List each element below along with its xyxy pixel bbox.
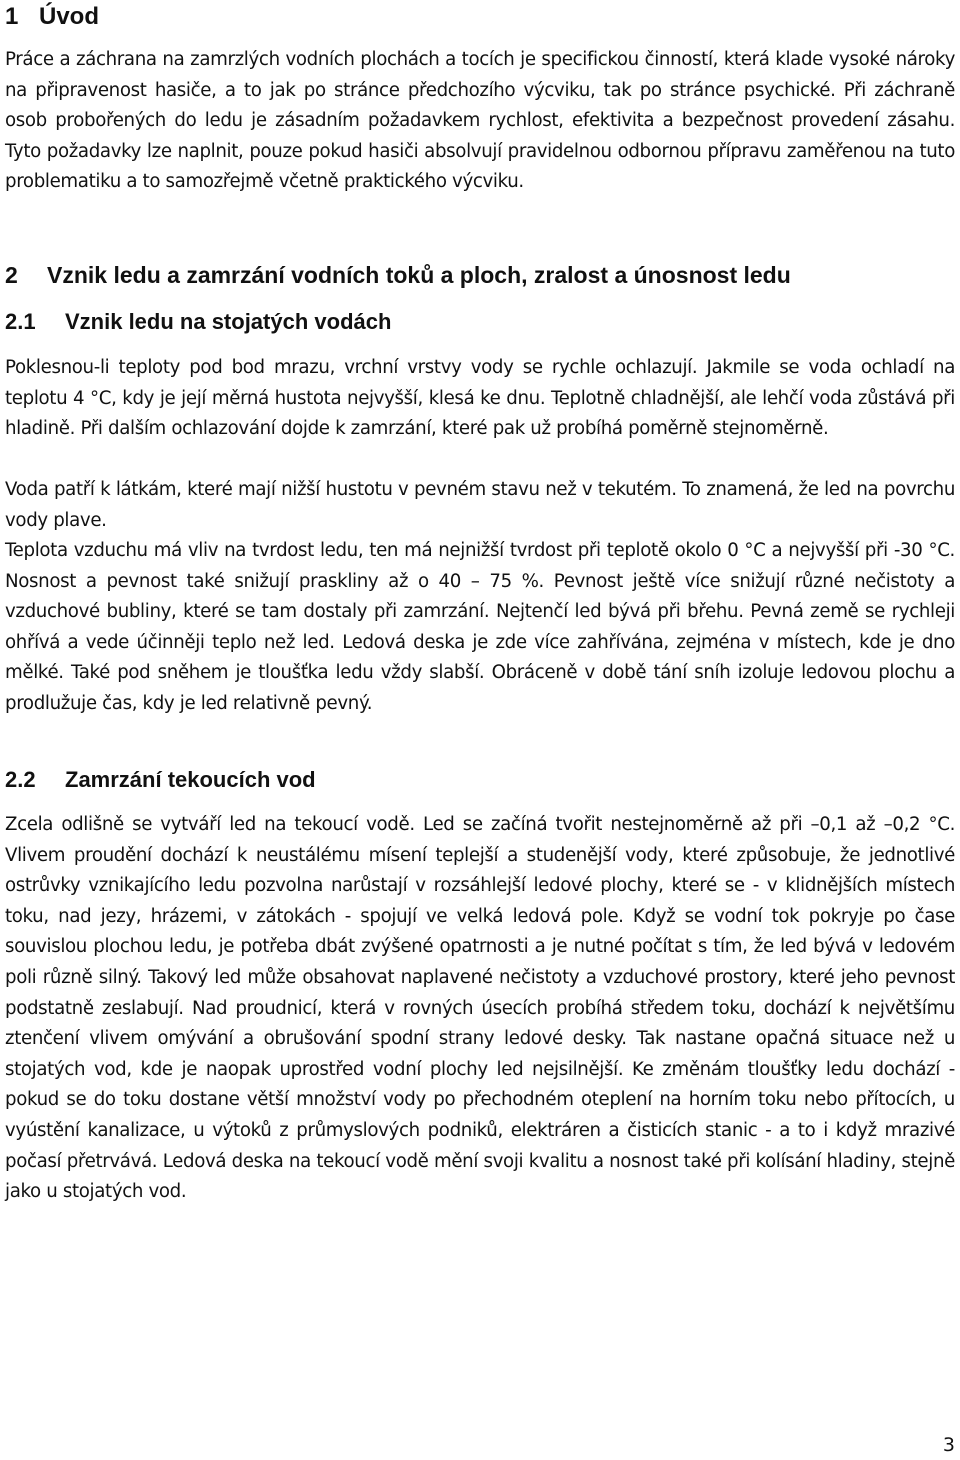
heading-title: Úvod	[39, 3, 99, 30]
heading-vznik-ledu	[5, 261, 791, 289]
paragraph-uvod: Práce a záchrana na zamrzlých vodních plochách a tocích je specifickou činností, která klade vysoké nároky na připravenost hasiče, a to jak po stránce předchozího výcviku, tak po stránce psychické. Při záchraně osob probořených do ledu je zásadním požadavkem rychlost, efektivita a bezpečnost provedení zásahu. Tyto požadavky lze naplnit, pouze pokud hasiči absolvují pravidelnou odbornou přípravu zaměřenou na tuto problematiku a to samozřejmě včetně praktického výcviku.	[5, 49, 955, 193]
paragraph-stojate-3: Teplota vzduchu má vliv na tvrdost ledu, ten má nejnižší tvrdost při teplotě okolo 0 °C a nejvyšší při -30 °C. Nosnost a pevnost také snižují praskliny až o 40 – 75 %. Pevnost ještě více snižují různé nečistoty a vzduchové bubliny, které se tam dostaly při zamrzání. Nejtenčí led bývá při břehu. Pevná země se rychleji ohřívá a vede účinněji teplo než led. Ledová deska je zde více zahřívána, zejména v místech, kde je dno mělké. Také pod sněhem je tloušťka ledu vždy slabší. Obráceně v době tání sníh izoluje ledovou plochu a prodlužuje čas, kdy je led relativně pevný.	[5, 540, 955, 714]
paragraph-tekouci: Zcela odlišně se vytváří led na tekoucí vodě. Led se začíná tvořit nestejnoměrně až při –0,1 až –0,2 °C. Vlivem proudění dochází k neustálému mísení teplejší a studenější vody, které způsobuje, že jednotlivé ostrůvky vznikajícího ledu pozvolna narůstají v rozsáhlejší ledové plochy, které se - v klidnějších místech toku, nad jezy, hrázemi, v zátokách - spojují ve velká ledová pole. Když se vodní tok pokryje po čase souvislou plochou ledu, je potřeba dbát zvýšené opatrnosti a je nutné počítat s tím, že led bývá v ledovém poli různě silný. Takový led může obsahovat naplavené nečistoty a vzduchové prostory, které jeho pevnost podstatně zeslabují. Nad proudnicí, která v rovných úsecích probíhá středem toku, dochází k největšímu ztenčení vlivem omývání a obrušování spodní strany ledové desky. Tak nastane opačná situace než u stojatých vod, kde je naopak uprostřed vodní plochy led nejsilnější. Ke změnám tloušťky ledu dochází - pokud se do toku dostane větší množství vody po přechodném oteplení na horním toku nebo přítocích, u vyústění kanalizace, u výtoků z průmyslových podniků, elektráren a čisticích stanic - a to i když mrazivé počasí přetrvává. Ledová deska na tekoucí vodě mění svoji kvalitu a nosnost také při kolísání hladiny, stejně jako u stojatých vod.	[5, 814, 955, 1203]
heading-title: Vznik ledu a zamrzání vodních toků a ploch, zralost a únosnost ledu	[47, 262, 791, 288]
heading-stojate-vody	[5, 308, 391, 336]
heading-tekouci-vody	[5, 766, 316, 794]
page-number: 3	[942, 1434, 955, 1456]
paragraph-stojate-2: Voda patří k látkám, které mají nižší hustotu v pevném stavu než v tekutém. To znamená, že led na povrchu vody plave.	[5, 479, 955, 531]
paragraph-stojate-1: Poklesnou-li teploty pod bod mrazu, vrchní vrstvy vody se rychle ochlazují. Jakmile se voda ochladí na teplotu 4 °C, kdy je její měrná hustota nejvyšší, klesá ke dnu. Teplotně chladnější, ale lehčí voda zůstává při hladině. Při dalším ochlazování dojde k zamrzání, které pak už probíhá poměrně stejnoměrně.	[5, 357, 955, 440]
heading-number: 2.2	[5, 767, 36, 792]
heading-number: 1	[5, 3, 19, 30]
heading-uvod	[5, 2, 99, 32]
heading-title: Zamrzání tekoucích vod	[65, 767, 316, 792]
heading-number: 2	[5, 262, 18, 288]
heading-title: Vznik ledu na stojatých vodách	[65, 309, 392, 334]
heading-number: 2.1	[5, 309, 36, 334]
